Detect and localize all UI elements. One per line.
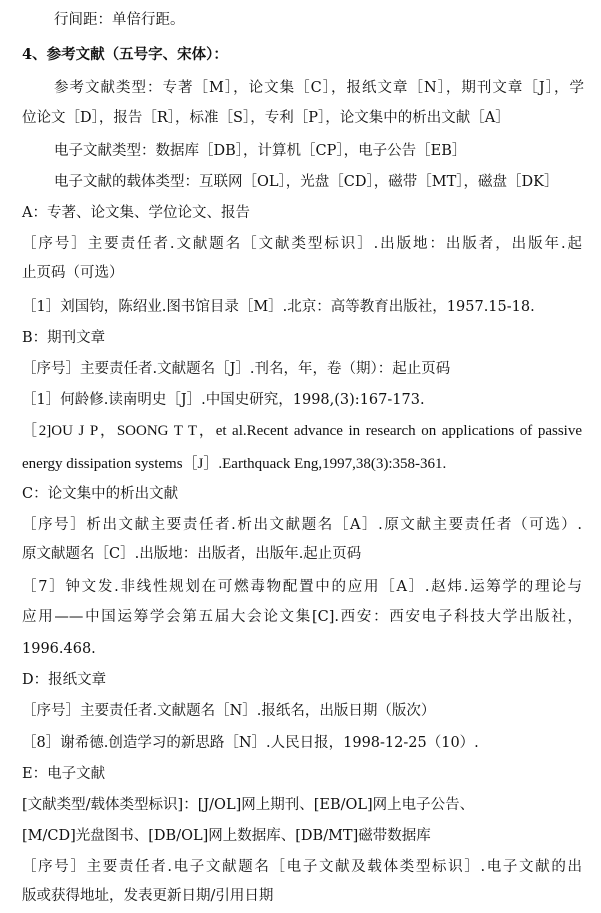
category-b-heading: B：期刊文章 <box>22 330 106 346</box>
category-e-identifiers-line-2: [M/CD]光盘图书、[DB/OL]网上数据库、[DB/MT]磁带数据库 <box>22 828 431 844</box>
category-e-format-line-1: ［序号］主要责任者.电子文献题名［电子文献及载体类型标识］.电子文献的出 <box>22 859 582 875</box>
carrier-types-line: 电子文献的载体类型：互联网［OL］，光盘［CD］，磁带［MT］，磁盘［DK］ <box>54 174 559 190</box>
category-a-heading: A：专著、论文集、学位论文、报告 <box>22 205 250 221</box>
electronic-types-line: 电子文献类型：数据库［DB］，计算机［CP］，电子公告［EB］ <box>54 143 467 159</box>
category-c-example-line-1: ［7］钟文发.非线性规划在可燃毒物配置中的应用［A］.赵炜.运筹学的理论与 <box>22 579 582 595</box>
category-e-identifiers-line-1: [文献类型/载体类型标识]：[J/OL]网上期刊、[EB/OL]网上电子公告、 <box>22 797 475 813</box>
category-e-heading: E：电子文献 <box>22 766 106 782</box>
category-a-format-line-2: 止页码（可选） <box>22 265 124 281</box>
category-d-format: ［序号］主要责任者.文献题名［N］.报纸名，出版日期（版次） <box>22 703 436 719</box>
category-d-example: ［8］谢希德.创造学习的新思路［N］.人民日报，1998-12-25（10）. <box>22 735 479 751</box>
reference-types-line-2: 位论文［D］，报告［R］，标准［S］，专利［P］，论文集中的析出文献［A］ <box>22 110 510 126</box>
line-spacing-note: 行间距：单倍行距。 <box>54 12 185 28</box>
category-b-example-2-line-2: energy dissipation systems［J］.Earthquack Eng,1997,38(3):358-361. <box>22 456 447 472</box>
category-b-example-2-line-1: ［2]OU J P，SOONG T T，et al.Recent advance in research on applications of passive <box>22 423 582 439</box>
category-b-format: ［序号］主要责任者.文献题名［J］.刊名，年，卷（期）：起止页码 <box>22 361 451 377</box>
category-c-format-line-2: 原文献题名［C］.出版地：出版者，出版年.起止页码 <box>22 546 362 562</box>
category-a-example: ［1］刘国钧，陈绍业.图书馆目录［M］.北京：高等教育出版社，1957.15-18. <box>22 299 535 315</box>
category-a-format-line-1: ［序号］主要责任者.文献题名［文献类型标识］.出版地：出版者，出版年.起 <box>22 236 582 252</box>
category-b-example-1: ［1］何龄修.读南明史［J］.中国史研究，1998,(3):167-173. <box>22 392 425 408</box>
category-c-example-line-3: 1996.468. <box>22 641 96 657</box>
category-c-heading: C：论文集中的析出文献 <box>22 486 179 502</box>
section-heading-references: 4、参考文献（五号字、宋体）： <box>22 46 228 63</box>
category-d-heading: D：报纸文章 <box>22 672 107 688</box>
category-c-example-line-2: 应用——中国运筹学会第五届大会论文集[C].西安：西安电子科技大学出版社， <box>22 609 582 625</box>
category-e-format-line-2: 版或获得地址，发表更新日期/引用日期 <box>22 888 274 904</box>
reference-types-line-1: 参考文献类型：专著［M］，论文集［C］，报纸文章［N］，期刊文章［J］，学 <box>54 80 584 96</box>
category-c-format-line-1: ［序号］析出文献主要责任者.析出文献题名［A］.原文献主要责任者（可选）. <box>22 517 582 533</box>
